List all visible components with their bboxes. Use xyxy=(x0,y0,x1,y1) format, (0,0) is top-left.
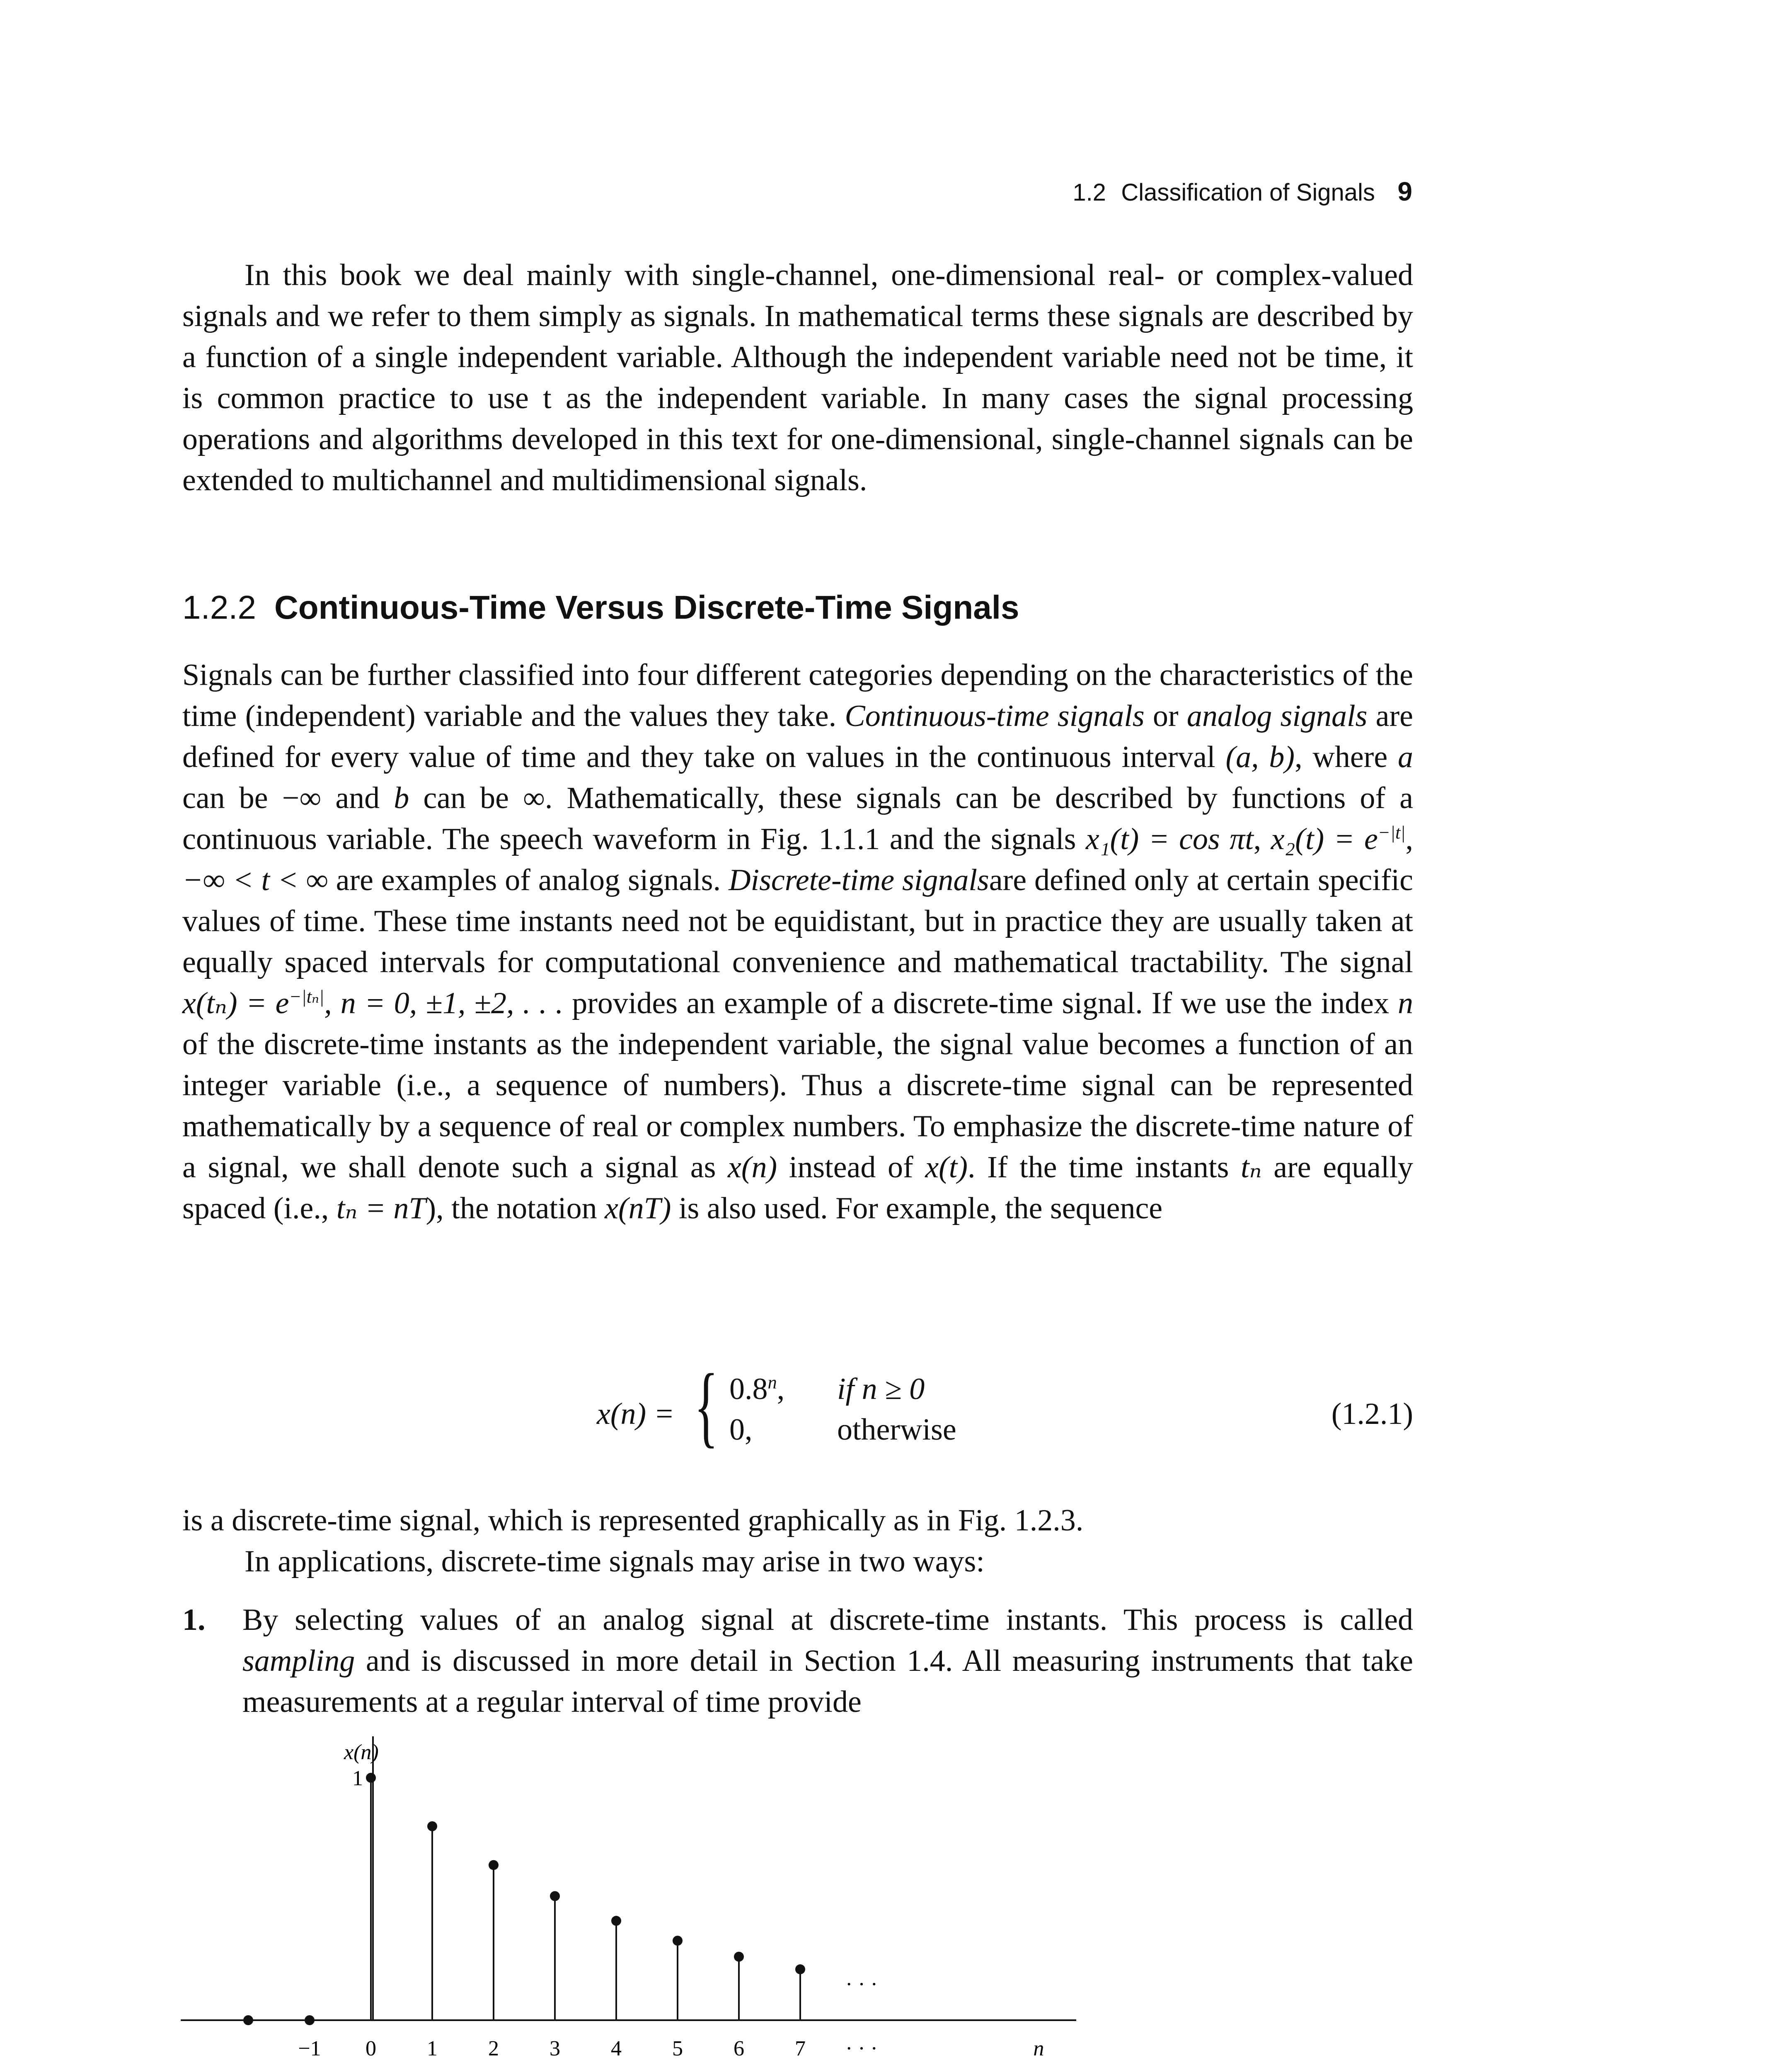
text-run: , where xyxy=(1295,740,1398,774)
emphasis-sampling: sampling xyxy=(242,1644,355,1678)
emphasis-analog-signals: analog signals xyxy=(1186,699,1368,733)
y-tick-label: 1 xyxy=(352,1767,363,1790)
text-run: of the discrete-time instants as the independent variable, the signal value becomes a function of an integer variable (i.e., a sequence of numbers). Thus a discrete-time signal can be represented mathematically by a sequence of real or complex numbers. To emphasize the discrete-time nature of a signal, we shall denote such a signal as xyxy=(182,1027,1413,1184)
x-tick-label: 3 xyxy=(550,2037,560,2060)
stem-marker xyxy=(366,1773,376,1783)
math-tn-equals: tₙ = nT xyxy=(336,1191,426,1225)
paragraph-applications: In applications, discrete-time signals may arise in two ways: xyxy=(245,1544,985,1578)
math-n-range: , n = 0, ±1, ±2, . . . xyxy=(324,986,564,1020)
text-run: By selecting values of an analog signal at discrete-time instants. This process is called xyxy=(242,1603,1413,1637)
list-item-number: 1. xyxy=(182,1603,206,1637)
case1-base: 0.8 xyxy=(729,1372,768,1406)
text-run: is also used. For example, the sequence xyxy=(671,1191,1163,1225)
y-axis-label: x(n) xyxy=(344,1740,379,1764)
math-xtn-exponent: −|tₙ| xyxy=(289,986,324,1007)
paragraph-signals xyxy=(182,655,1413,1229)
x-tick-label: 0 xyxy=(366,2037,376,2060)
math-tn: tₙ xyxy=(1241,1150,1262,1184)
figure-1-2-3 xyxy=(174,1728,1111,2072)
stem-marker xyxy=(243,2015,253,2025)
text-run: provides an example of a discrete-time signal. If we use the index xyxy=(563,986,1398,1020)
math-x2: x₂(t) = e xyxy=(1271,822,1378,856)
section-number: 1.2.2 xyxy=(182,589,256,626)
math-var-a: a xyxy=(1397,740,1413,774)
emphasis-continuous-time: Continuous-time signals xyxy=(845,699,1145,733)
text-run: are examples of analog signals. xyxy=(328,863,729,897)
equation-1-2-1 xyxy=(182,1355,1413,1467)
text-run: are defined for every value of time and they take on values in the continuous interval xyxy=(182,699,1413,774)
equation-lhs: x(n) = xyxy=(597,1397,675,1431)
text-run: , xyxy=(1405,822,1413,856)
equation-case1-value xyxy=(729,1372,784,1407)
x-tick-label: 7 xyxy=(795,2037,806,2060)
x-tick-label: 4 xyxy=(611,2037,622,2060)
section-heading xyxy=(182,588,1019,627)
equation-label: (1.2.1) xyxy=(1331,1397,1413,1431)
math-xnT: x(nT) xyxy=(605,1191,671,1225)
text-run: or xyxy=(1144,699,1187,733)
math-index-n: n xyxy=(1398,986,1413,1020)
x-tick-label: 6 xyxy=(734,2037,744,2060)
text-run: , xyxy=(1253,822,1271,856)
ellipsis-marker: · · · xyxy=(845,1972,878,1996)
section-title: Continuous-Time Versus Discrete-Time Signals xyxy=(274,589,1019,626)
text-run: ), the notation xyxy=(426,1191,605,1225)
stem-marker xyxy=(489,1860,499,1870)
stem-marker xyxy=(305,2015,315,2025)
x-tick-label: 1 xyxy=(427,2037,438,2060)
text-run: instead of xyxy=(777,1150,925,1184)
stem-plot xyxy=(174,1728,1111,2072)
paragraph-representation: is a discrete-time signal, which is represented graphically as in Fig. 1.2.3. xyxy=(182,1503,1084,1537)
stem-marker xyxy=(427,1821,437,1831)
running-head-title: Classification of Signals xyxy=(1121,179,1375,206)
list-item-text xyxy=(242,1600,1413,1723)
stem-marker xyxy=(611,1916,621,1926)
case1-comma: , xyxy=(777,1372,785,1406)
text-run: are defined only at certain specific values of time. These time instants need not be equidistant, but in practice they are usually taken at equally spaced intervals for computational convenience and mathematical tractability. The signal xyxy=(182,863,1414,979)
math-var-b: b xyxy=(394,781,409,815)
x-tick-label: · · · xyxy=(845,2037,878,2060)
equation-brace: { xyxy=(694,1355,719,1456)
x-tick-label: −1 xyxy=(298,2037,321,2060)
math-range: −∞ < t < ∞ xyxy=(182,863,328,897)
stem-marker xyxy=(673,1936,683,1946)
text-run: Signals can be further classified into four different categories depending on the characteristics of the time (independent) variable and the values they take. xyxy=(182,658,1413,733)
paragraph-intro: In this book we deal mainly with single-channel, one-dimensional real- or complex-valued signals and we refer to them simply as signals. In mathematical terms these signals are described by a function of a single independent variable. Although the independent variable need not be time, it is common practice to use t as the independent variable. In many cases the signal processing operations and algorithms developed in this text for one-dimensional, single-channel signals can be extended to multichannel and multidimensional signals. xyxy=(182,258,1413,497)
math-x2-exponent: −|t| xyxy=(1378,822,1406,843)
math-x1: x₁(t) = cos πt xyxy=(1085,822,1254,856)
page-number: 9 xyxy=(1397,177,1412,206)
text-run: can be −∞ and xyxy=(182,781,394,815)
case1-exponent: n xyxy=(767,1372,777,1393)
equation-case2-condition: otherwise xyxy=(837,1413,956,1447)
text-run: are equally spaced (i.e., xyxy=(182,1150,1414,1225)
x-axis-label: n xyxy=(1033,2037,1044,2060)
equation-case2-value: 0, xyxy=(729,1413,753,1447)
x-tick-label: 2 xyxy=(488,2037,499,2060)
math-interval: (a, b) xyxy=(1225,740,1295,774)
text-run: can be ∞. Mathematically, these signals can be described by functions of a continuous variable. The speech waveform in Fig. 1.1.1 and the signals xyxy=(182,781,1413,856)
math-xtn: x(tₙ) = e xyxy=(182,986,289,1020)
equation-case1-condition: if n ≥ 0 xyxy=(837,1372,925,1406)
math-xn: x(n) xyxy=(728,1150,777,1184)
stem-marker xyxy=(734,1952,744,1962)
stem-marker xyxy=(550,1891,560,1901)
emphasis-discrete-time: Discrete-time signals xyxy=(729,863,989,897)
text-run: . If the time instants xyxy=(968,1150,1241,1184)
stem-marker xyxy=(795,1964,805,1974)
math-xt: x(t) xyxy=(925,1150,968,1184)
x-tick-label: 5 xyxy=(672,2037,683,2060)
running-head xyxy=(1072,176,1412,207)
running-head-section: 1.2 xyxy=(1072,179,1106,206)
numbered-list xyxy=(182,1600,1413,1723)
text-run: and is discussed in more detail in Section 1.4. All measuring instruments that take measurements at a regular interval of time provide xyxy=(242,1644,1413,1719)
